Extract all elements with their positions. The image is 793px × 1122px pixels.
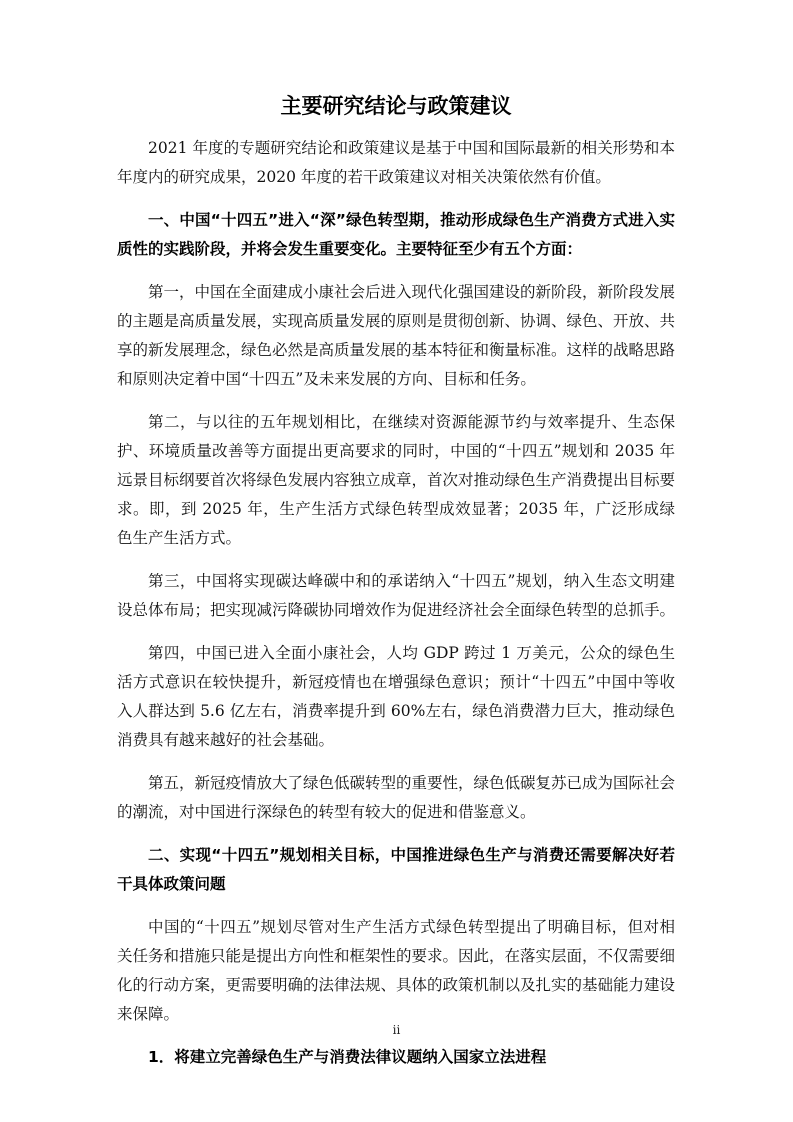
page-number: ii xyxy=(392,1023,401,1037)
section-heading-2: 二、实现“十四五”规划相关目标，中国推进绿色生产与消费还需要解决好若干具体政策问题 xyxy=(117,846,675,893)
section-heading-1: 一、中国“十四五”进入“深”绿色转型期，推动形成绿色生产消费方式进入实质性的实践阶段，并将会发生重要变化。主要特征至少有五个方面： xyxy=(117,211,675,258)
paragraph-fourth: 第四，中国已进入全面小康社会，人均 GDP 跨过 1 万美元，公众的绿色生活方式意识在较快提升，新冠疫情也在增强绿色意识；预计“十四五”中国中等收入人群达到 5.6 亿左右，消费率提升到 60%左右，绿色消费潜力巨大，推动绿色消费具有越来越好的社会基础。 xyxy=(117,644,675,749)
paragraph-first: 第一，中国在全面建成小康社会后进入现代化强国建设的新阶段，新阶段发展的主题是高质量发展，实现高质量发展的原则是贯彻创新、协调、绿色、开放、共享的新发展理念，绿色必然是高质量发展的基本特征和衡量标准。这样的战略思路和原则决定着中国“十四五”及未来发展的方向、目标和任务。 xyxy=(117,283,676,388)
paragraph-section-2-intro: 中国的“十四五”规划尽管对生产生活方式绿色转型提出了明确目标，但对相关任务和措施只能是提出方向性和框架性的要求。因此，在落实层面，不仅需要细化的行动方案，更需要明确的法律法规、具体的政策机制以及扎实的基础能力建设来保障。 xyxy=(117,918,676,1023)
intro-paragraph: 2021 年度的专题研究结论和政策建议是基于中国和国际最新的相关形势和本年度内的研究成果，2020 年度的若干政策建议对相关决策依然有价值。 xyxy=(117,139,675,186)
document-page xyxy=(117,90,675,1086)
paragraph-third: 第三，中国将实现碳达峰碳中和的承诺纳入“十四五”规划，纳入生态文明建设总体布局；把实现减污降碳协同增效作为促进经济社会全面绿色转型的总抓手。 xyxy=(117,572,676,619)
page-title: 主要研究结论与政策建议 xyxy=(280,94,512,118)
paragraph-fifth: 第五，新冠疫情放大了绿色低碳转型的重要性，绿色低碳复苏已成为国际社会的潮流，对中国进行深绿色的转型有较大的促进和借鉴意义。 xyxy=(117,774,676,821)
subsection-heading-1: 1．将建立完善绿色生产与消费法律议题纳入国家立法进程 xyxy=(148,1048,547,1066)
paragraph-second: 第二，与以往的五年规划相比，在继续对资源能源节约与效率提升、生态保护、环境质量改善等方面提出更高要求的同时，中国的“十四五”规划和 2035 年远景目标纲要首次将绿色发展内容独立成章，首次对推动绿色生产消费提出目标要求。即，到 2025 年，生产生活方式绿色转型成效显著；2035 年，广泛形成绿色生产生活方式。 xyxy=(117,413,676,547)
